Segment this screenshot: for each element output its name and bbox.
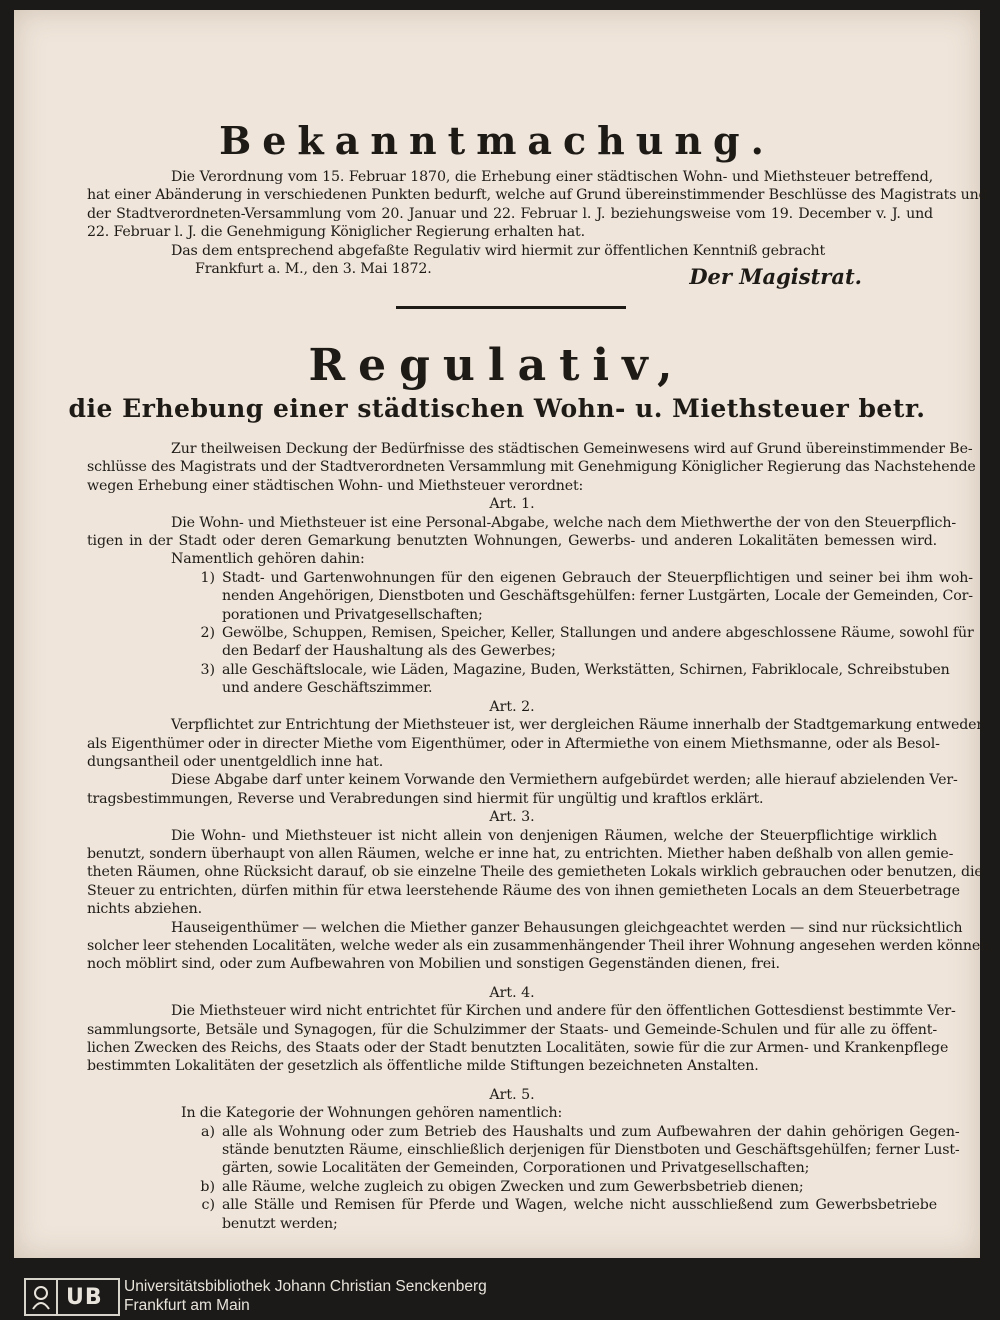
text-line: alle als Wohnung oder zum Betrieb des Haushalts und zum Aufbewahren der dahin gehörigen Gegen-	[222, 1123, 960, 1140]
ub-logo	[24, 1278, 120, 1316]
text-line: Diese Abgabe darf unter keinem Vorwande den Vermiethern aufgebürdet werden; alle hierauf abzielenden Ver-	[171, 772, 958, 789]
text-line: stände benutzten Räume, einschließlich derjenigen für Dienstboten und Geschäftsgehülfen; ferner Lust-	[222, 1142, 960, 1159]
text-line: gärten, sowie Localitäten der Gemeinden, Corporationen und Privatgesellschaften;	[222, 1160, 810, 1177]
article-heading: Art. 5.	[489, 1086, 535, 1103]
text-line: solcher leer stehenden Localitäten, welche weder als ein zusammenhängender Theil ihrer Wohnung angesehen werden können,	[87, 937, 994, 954]
text-line: dungsantheil oder unentgeldlich inne hat.	[87, 753, 384, 770]
text-line: als Eigenthümer oder in directer Miethe vom Eigenthümer, oder in Aftermiethe von einem Miethsmanne, oder als Besol-	[87, 735, 940, 752]
list-item	[87, 624, 974, 661]
text-line: Verpflichtet zur Entrichtung der Miethsteuer ist, wer dergleichen Räume innerhalb der Stadtgemarkung entweder	[171, 717, 984, 734]
list-label: 1)	[200, 569, 215, 586]
text-line: Gewölbe, Schuppen, Remisen, Speicher, Keller, Stallungen und andere abgeschlossene Räume, sowohl für	[222, 625, 974, 642]
paragraph	[87, 919, 994, 974]
text-line: Die Verordnung vom 15. Februar 1870, die Erhebung einer städtischen Wohn- und Miethsteuer betreffend,	[171, 169, 933, 185]
list-item	[87, 661, 950, 698]
list-lead	[87, 550, 937, 568]
text-line: Stadt- und Gartenwohnungen für den eigenen Gebrauch der Steuerpflichtigen und seiner bei ihm woh-	[222, 569, 973, 586]
article-heading: Art. 1.	[489, 496, 535, 513]
paragraph	[87, 827, 983, 919]
text-line: Namentlich gehören dahin:	[171, 551, 365, 568]
text-line: Die Miethsteuer wird nicht entrichtet für Kirchen und andere für den öffentlichen Gottesdienst bestimmte Ver-	[171, 1003, 956, 1020]
article-heading: Art. 3.	[489, 809, 535, 826]
text-line: Die Wohn- und Miethsteuer ist nicht allein von denjenigen Räumen, welche der Steuerpflichtige wirklich	[171, 827, 937, 844]
text-line: In die Kategorie der Wohnungen gehören namentlich:	[181, 1105, 563, 1122]
text-line: der Stadtverordneten-Versammlung vom 20. Januar und 22. Februar l. J. beziehungsweise vom 19. December v. J. und	[87, 205, 933, 222]
regulativ-body	[87, 440, 994, 1233]
document-sheet	[14, 10, 994, 1258]
text-line: 22. Februar l. J. die Genehmigung Königlicher Regierung erhalten hat.	[87, 224, 585, 241]
paragraph	[87, 514, 956, 551]
text-line: alle Geschäftslocale, wie Läden, Magazine, Buden, Werkstätten, Schirnen, Fabriklocale, Schreibstuben	[222, 661, 950, 678]
text-line: tragsbestimmungen, Reverse und Verabredungen sind hiermit für ungültig und kraftlos erklärt.	[87, 790, 764, 807]
list-label: a)	[201, 1123, 215, 1140]
text-line: Steuer zu entrichten, dürfen mithin für etwa leerstehende Räume des von ihnen gemietheten Locals an dem Steuerbetrage	[87, 882, 960, 899]
date-line: Frankfurt a. M., den 3. Mai 1872.	[195, 261, 432, 278]
regulativ-subtitle: die Erhebung einer städtischen Wohn- u. Miethsteuer betr.	[68, 394, 926, 423]
text-line: tigen in der Stadt oder deren Gemarkung benutzten Wohnungen, Gewerbs- und anderen Lokalitäten bemessen wird.	[87, 533, 937, 550]
text-line: noch möblirt sind, oder zum Aufbewahren von Mobilien und sonstigen Gegenständen dienen, frei.	[87, 956, 780, 973]
text-line: hat einer Abänderung in verschiedenen Punkten bedurft, welche auf Grund übereinstimmender Beschlüsse des Magistrats und	[87, 187, 988, 204]
text-line: benutzt, sondern überhaupt von allen Räumen, welche er inne hat, zu entrichten. Miether haben deßhalb von allen gemie-	[87, 845, 954, 862]
text-line: nenden Angehörigen, Dienstboten und Geschäftsgehülfen: ferner Lustgärten, Locale der Gemeinden, Cor-	[222, 588, 973, 605]
list-item	[87, 1196, 937, 1233]
text-line: bestimmten Lokalitäten der gesetzlich als öffentliche milde Stiftungen bezeichneten Anstalten.	[87, 1058, 759, 1075]
article-heading: Art. 4.	[489, 984, 535, 1001]
logo-text: UB	[66, 1284, 103, 1310]
signature: Der Magistrat.	[689, 264, 862, 289]
list-item	[87, 1123, 960, 1178]
text-line: Hauseigenthümer — welchen die Miether ganzer Behausungen gleichgeachtet werden — sind nur rücksichtlich	[171, 919, 963, 936]
text-line: den Bedarf der Haushaltung als des Gewerbes;	[222, 643, 556, 660]
paragraph	[87, 1002, 956, 1076]
text-line: nichts abziehen.	[87, 901, 202, 918]
text-line: Das dem entsprechend abgefaßte Regulativ wird hiermit zur öffentlichen Kenntniß gebracht	[171, 242, 826, 259]
text-line: alle Ställe und Remisen für Pferde und Wagen, welche nicht ausschließend zum Gewerbsbetriebe	[222, 1197, 937, 1214]
list-label: 2)	[200, 625, 215, 642]
list-label: b)	[200, 1178, 215, 1195]
text-line: theten Räumen, ohne Rücksicht darauf, ob sie einzelne Theile des gemietheten Lokals wirklich gebrauchen oder benutzen, die	[87, 864, 983, 881]
text-line: benutzt werden;	[222, 1215, 338, 1232]
portrait-icon	[26, 1280, 58, 1314]
text-line: Die Wohn- und Miethsteuer ist eine Personal-Abgabe, welche nach dem Miethwerthe der von den Steuerpflich-	[171, 514, 956, 531]
list-item	[87, 1178, 937, 1196]
list-label: c)	[201, 1197, 215, 1214]
text-line: wegen Erhebung einer städtischen Wohn- und Miethsteuer verordnet:	[87, 477, 584, 494]
library-footer	[0, 1268, 1000, 1320]
announcement-title: Bekanntmachung.	[219, 118, 775, 163]
list-label: 3)	[200, 661, 215, 678]
library-location: Frankfurt am Main	[124, 1297, 250, 1314]
text-line: sammlungsorte, Betsäle und Synagogen, für die Schulzimmer der Staats- und Gemeinde-Schulen und für alle zu öffent-	[87, 1021, 937, 1038]
list-lead	[87, 1104, 937, 1122]
text-line: alle Räume, welche zugleich zu obigen Zwecken und zum Gewerbsbetrieb dienen;	[222, 1178, 804, 1195]
text-line: Zur theilweisen Deckung der Bedürfnisse des städtischen Gemeinwesens wird auf Grund übereinstimmender Be-	[171, 441, 973, 457]
text-line: und andere Geschäftszimmer.	[222, 680, 433, 697]
paragraph	[87, 771, 958, 808]
preamble	[87, 440, 976, 495]
divider	[396, 306, 626, 309]
library-name: Universitätsbibliothek Johann Christian Senckenberg	[124, 1278, 487, 1295]
paragraph	[87, 716, 984, 771]
text-line: schlüsse des Magistrats und der Stadtverordneten Versammlung mit Genehmigung Königlicher Regierung das Nachstehende	[87, 459, 976, 476]
article-heading: Art. 2.	[489, 698, 535, 715]
announcement-text	[87, 168, 988, 278]
text-line: porationen und Privatgesellschaften;	[222, 606, 483, 623]
text-line: lichen Zwecken des Reichs, des Staats oder der Stadt benutzten Localitäten, sowie für die zur Armen- und Krankenpflege	[87, 1040, 949, 1056]
list-item	[87, 569, 973, 624]
regulativ-title: Regulativ,	[308, 340, 686, 391]
